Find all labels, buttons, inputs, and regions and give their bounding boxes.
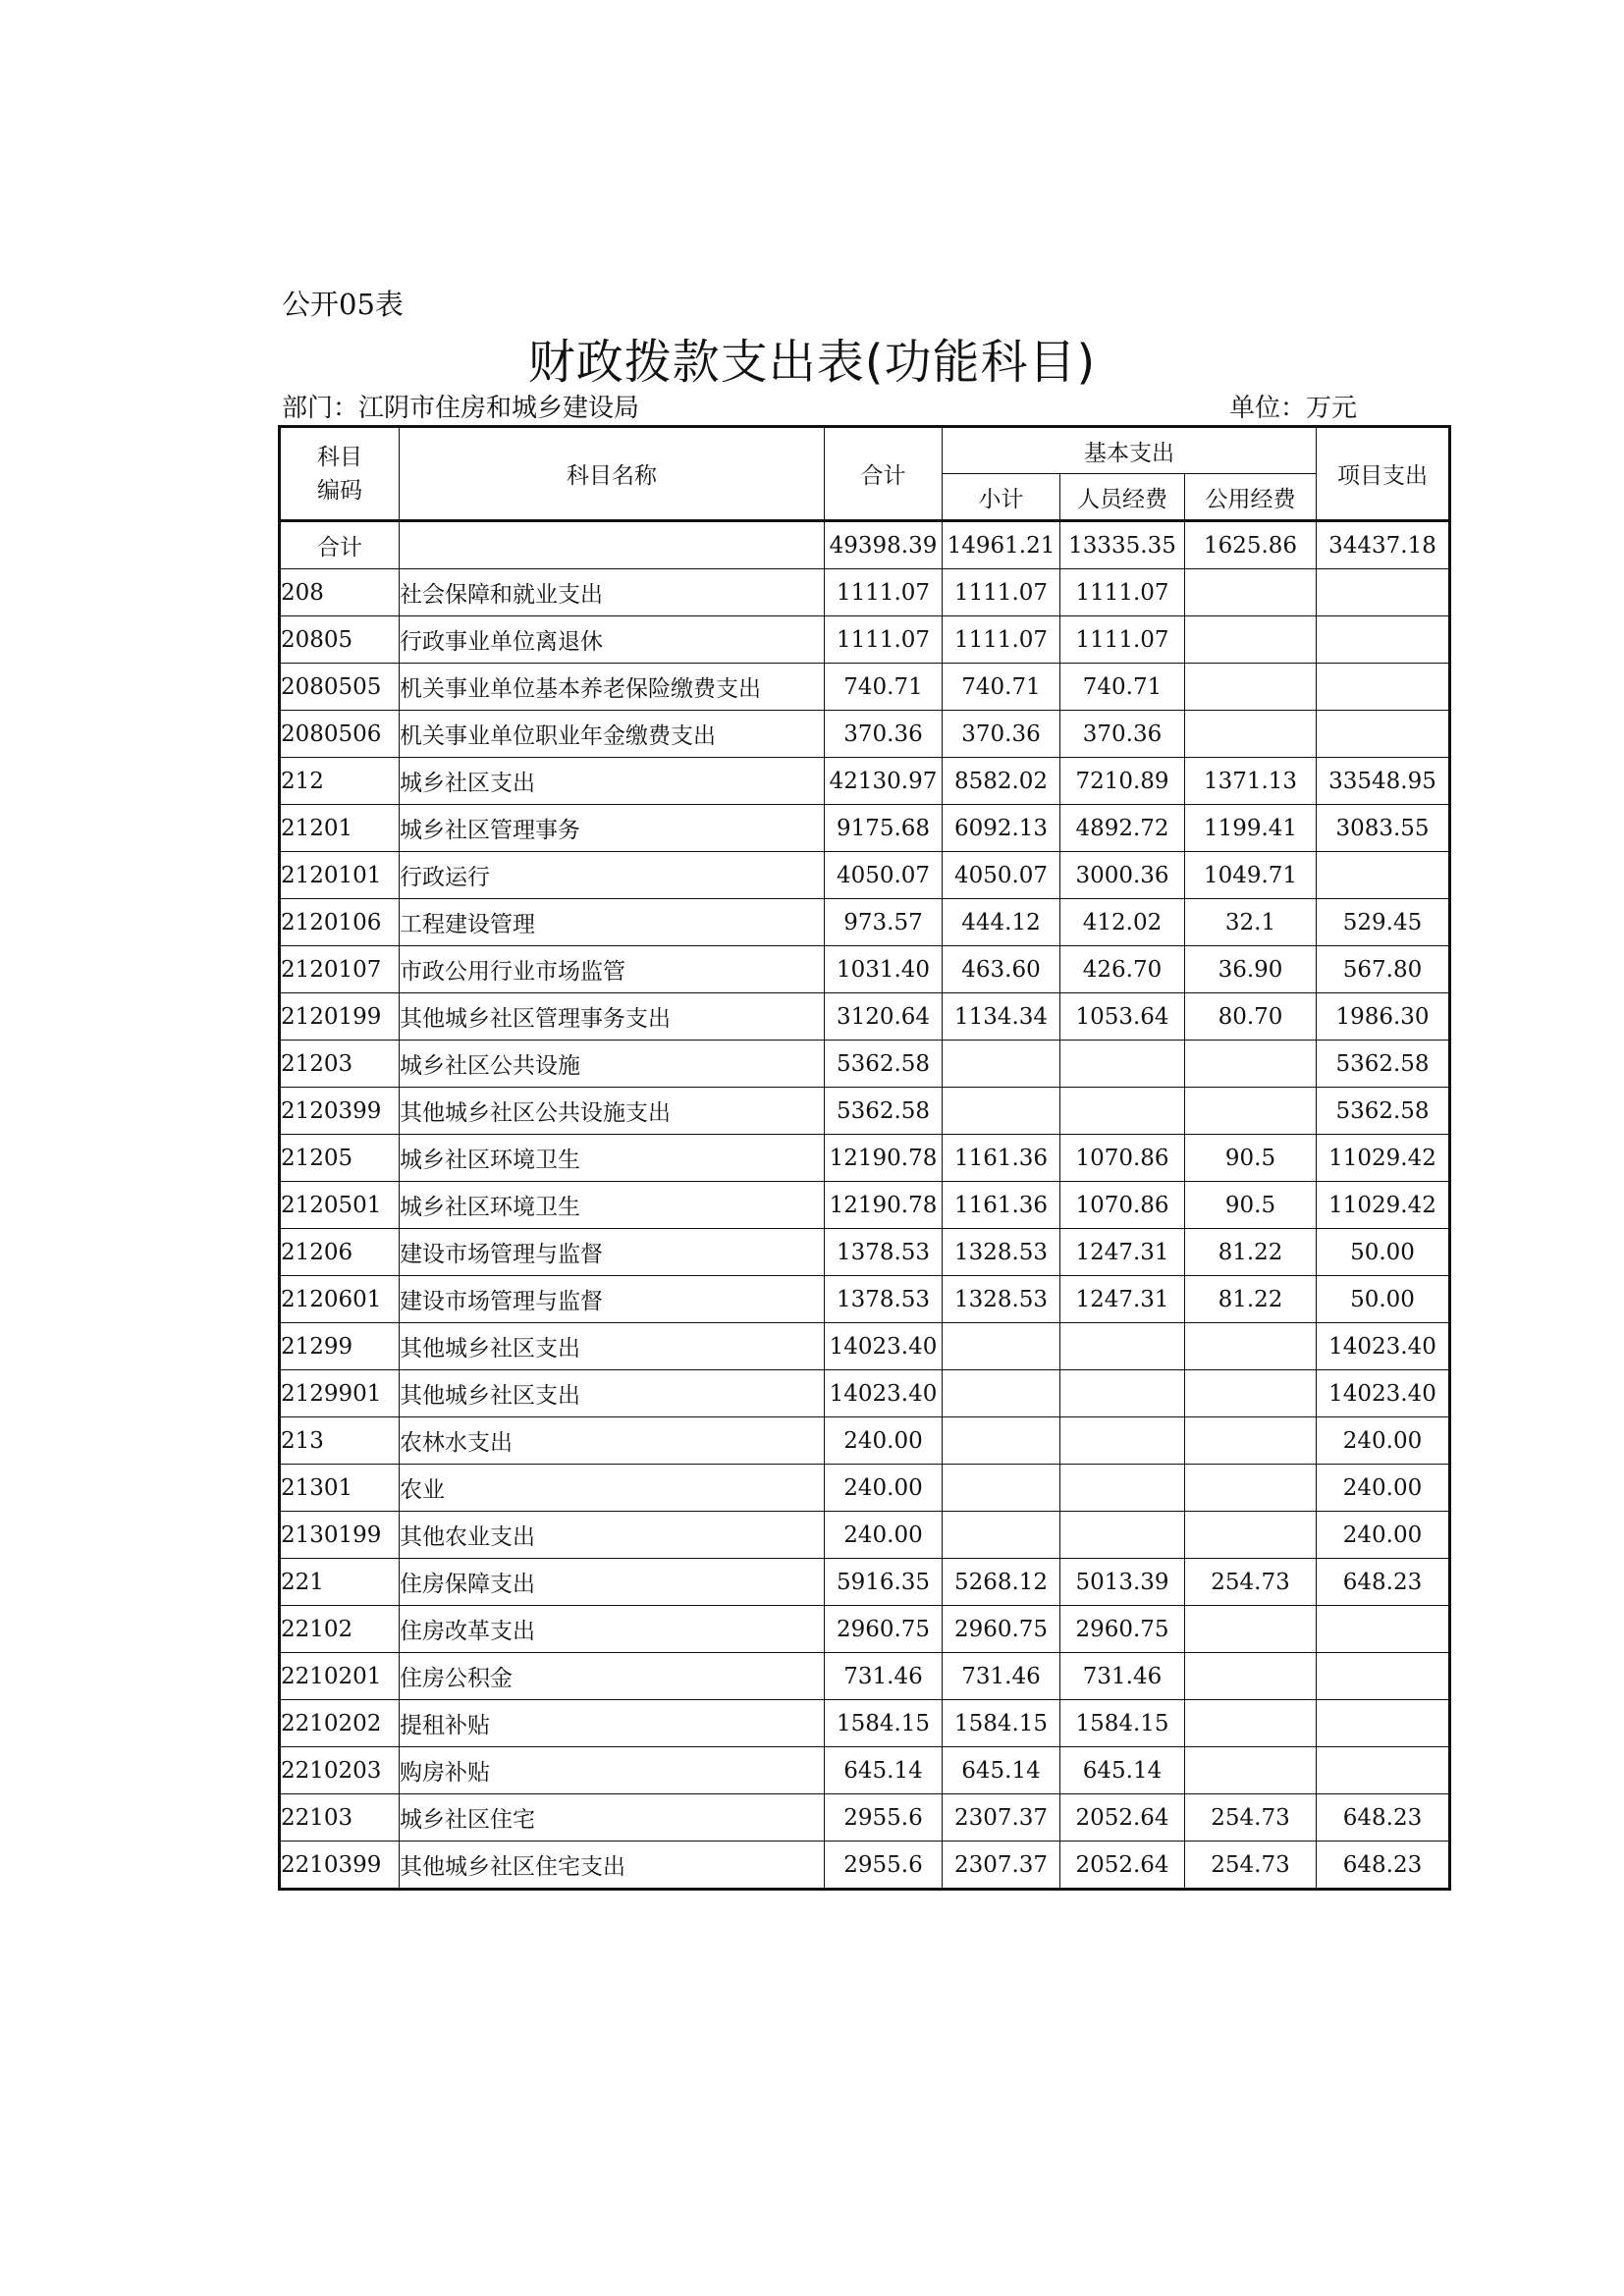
cell-public: 90.5 [1185, 1182, 1317, 1229]
cell-project: 11029.42 [1317, 1182, 1450, 1229]
table-row [280, 993, 1450, 1041]
cell-subtotal [943, 1417, 1060, 1465]
table-row [280, 899, 1450, 946]
cell-public [1185, 1747, 1317, 1794]
cell-total: 1378.53 [825, 1229, 943, 1276]
cell-project [1317, 664, 1450, 711]
cell-code: 212 [280, 758, 400, 805]
table-row [280, 946, 1450, 993]
cell-code: 2080506 [280, 711, 400, 758]
cell-total: 42130.97 [825, 758, 943, 805]
cell-public: 1625.86 [1185, 521, 1317, 569]
cell-name: 城乡社区环境卫生 [400, 1182, 825, 1229]
table-row [280, 1842, 1450, 1890]
department-label: 部门：江阴市住房和城乡建设局 [282, 394, 640, 423]
cell-name: 住房改革支出 [400, 1606, 825, 1653]
header-code [280, 427, 400, 521]
cell-name: 城乡社区环境卫生 [400, 1135, 825, 1182]
cell-subtotal: 645.14 [943, 1747, 1060, 1794]
cell-public [1185, 1512, 1317, 1559]
cell-public [1185, 1088, 1317, 1135]
table-row [280, 1465, 1450, 1512]
cell-project: 529.45 [1317, 899, 1450, 946]
cell-name: 农业 [400, 1465, 825, 1512]
header-total: 合计 [825, 427, 943, 521]
cell-public: 1371.13 [1185, 758, 1317, 805]
cell-subtotal [943, 1041, 1060, 1088]
cell-subtotal [943, 1323, 1060, 1370]
cell-personnel: 2052.64 [1060, 1842, 1185, 1890]
cell-project: 3083.55 [1317, 805, 1450, 852]
cell-project: 14023.40 [1317, 1370, 1450, 1417]
cell-name: 其他城乡社区管理事务支出 [400, 993, 825, 1041]
cell-code: 2210399 [280, 1842, 400, 1890]
cell-subtotal: 1161.36 [943, 1182, 1060, 1229]
table-row [280, 1747, 1450, 1794]
cell-name: 住房保障支出 [400, 1559, 825, 1606]
cell-project: 5362.58 [1317, 1088, 1450, 1135]
cell-personnel: 1053.64 [1060, 993, 1185, 1041]
form-number: 公开05表 [282, 288, 404, 321]
cell-total: 2955.6 [825, 1794, 943, 1842]
cell-code: 21203 [280, 1041, 400, 1088]
table-row [280, 1323, 1450, 1370]
table-body [280, 521, 1450, 1890]
cell-total: 9175.68 [825, 805, 943, 852]
cell-project: 240.00 [1317, 1465, 1450, 1512]
table-row [280, 1653, 1450, 1700]
cell-personnel [1060, 1088, 1185, 1135]
cell-subtotal: 1328.53 [943, 1229, 1060, 1276]
cell-subtotal: 1111.07 [943, 569, 1060, 616]
cell-personnel: 412.02 [1060, 899, 1185, 946]
cell-total: 12190.78 [825, 1182, 943, 1229]
cell-subtotal: 6092.13 [943, 805, 1060, 852]
cell-project: 240.00 [1317, 1417, 1450, 1465]
cell-subtotal: 740.71 [943, 664, 1060, 711]
table-row [280, 1229, 1450, 1276]
cell-project [1317, 569, 1450, 616]
cell-project: 34437.18 [1317, 521, 1450, 569]
cell-total: 2955.6 [825, 1842, 943, 1890]
cell-public: 1199.41 [1185, 805, 1317, 852]
header-code-line2: 编码 [317, 477, 362, 504]
table-header [280, 427, 1450, 521]
cell-personnel [1060, 1041, 1185, 1088]
cell-total: 240.00 [825, 1465, 943, 1512]
cell-public [1185, 711, 1317, 758]
cell-code: 208 [280, 569, 400, 616]
cell-project [1317, 711, 1450, 758]
cell-total: 5362.58 [825, 1088, 943, 1135]
table-row [280, 1606, 1450, 1653]
table-row [280, 805, 1450, 852]
cell-total: 240.00 [825, 1417, 943, 1465]
header-subtotal: 小计 [943, 474, 1060, 521]
table-row [280, 1088, 1450, 1135]
table-row [280, 1794, 1450, 1842]
cell-project: 648.23 [1317, 1559, 1450, 1606]
cell-personnel [1060, 1323, 1185, 1370]
table-row [280, 1041, 1450, 1088]
header-name: 科目名称 [400, 427, 825, 521]
table-row [280, 1135, 1450, 1182]
cell-public: 81.22 [1185, 1229, 1317, 1276]
cell-public: 32.1 [1185, 899, 1317, 946]
cell-subtotal: 1328.53 [943, 1276, 1060, 1323]
cell-public: 90.5 [1185, 1135, 1317, 1182]
cell-code: 2120106 [280, 899, 400, 946]
cell-name: 工程建设管理 [400, 899, 825, 946]
cell-code: 2210201 [280, 1653, 400, 1700]
cell-total: 731.46 [825, 1653, 943, 1700]
cell-name: 城乡社区支出 [400, 758, 825, 805]
cell-name: 城乡社区管理事务 [400, 805, 825, 852]
cell-name: 城乡社区住宅 [400, 1794, 825, 1842]
cell-public [1185, 664, 1317, 711]
cell-personnel: 370.36 [1060, 711, 1185, 758]
cell-personnel: 13335.35 [1060, 521, 1185, 569]
cell-subtotal: 463.60 [943, 946, 1060, 993]
expenditure-table [278, 425, 1451, 1891]
cell-project: 33548.95 [1317, 758, 1450, 805]
cell-name: 城乡社区公共设施 [400, 1041, 825, 1088]
cell-code: 2210203 [280, 1747, 400, 1794]
cell-personnel: 731.46 [1060, 1653, 1185, 1700]
cell-subtotal [943, 1512, 1060, 1559]
cell-code: 2120199 [280, 993, 400, 1041]
cell-code: 2080505 [280, 664, 400, 711]
cell-public [1185, 1417, 1317, 1465]
cell-total: 973.57 [825, 899, 943, 946]
cell-name: 住房公积金 [400, 1653, 825, 1700]
cell-name: 行政运行 [400, 852, 825, 899]
cell-personnel: 7210.89 [1060, 758, 1185, 805]
cell-project [1317, 616, 1450, 664]
cell-public [1185, 616, 1317, 664]
cell-public [1185, 1041, 1317, 1088]
cell-total: 1031.40 [825, 946, 943, 993]
cell-subtotal: 5268.12 [943, 1559, 1060, 1606]
cell-total: 1378.53 [825, 1276, 943, 1323]
header-project: 项目支出 [1317, 427, 1450, 521]
cell-name: 农林水支出 [400, 1417, 825, 1465]
cell-name: 其他城乡社区支出 [400, 1323, 825, 1370]
cell-name [400, 521, 825, 569]
cell-project: 50.00 [1317, 1276, 1450, 1323]
cell-code: 21301 [280, 1465, 400, 1512]
cell-personnel: 426.70 [1060, 946, 1185, 993]
cell-code: 合计 [280, 521, 400, 569]
cell-total: 12190.78 [825, 1135, 943, 1182]
cell-public [1185, 1653, 1317, 1700]
cell-code: 221 [280, 1559, 400, 1606]
cell-public: 36.90 [1185, 946, 1317, 993]
cell-project: 50.00 [1317, 1229, 1450, 1276]
cell-total: 2960.75 [825, 1606, 943, 1653]
cell-personnel: 3000.36 [1060, 852, 1185, 899]
cell-public: 1049.71 [1185, 852, 1317, 899]
cell-name: 行政事业单位离退休 [400, 616, 825, 664]
cell-project: 5362.58 [1317, 1041, 1450, 1088]
cell-project [1317, 1700, 1450, 1747]
cell-personnel: 645.14 [1060, 1747, 1185, 1794]
table-row [280, 852, 1450, 899]
cell-code: 21205 [280, 1135, 400, 1182]
cell-personnel: 1070.86 [1060, 1182, 1185, 1229]
cell-public [1185, 569, 1317, 616]
cell-subtotal [943, 1370, 1060, 1417]
cell-name: 其他城乡社区支出 [400, 1370, 825, 1417]
cell-total: 4050.07 [825, 852, 943, 899]
table-row [280, 758, 1450, 805]
cell-name: 机关事业单位职业年金缴费支出 [400, 711, 825, 758]
cell-name: 市政公用行业市场监管 [400, 946, 825, 993]
cell-project: 14023.40 [1317, 1323, 1450, 1370]
cell-personnel [1060, 1512, 1185, 1559]
cell-code: 2120101 [280, 852, 400, 899]
cell-project [1317, 1653, 1450, 1700]
cell-public: 81.22 [1185, 1276, 1317, 1323]
cell-subtotal: 2307.37 [943, 1794, 1060, 1842]
cell-total: 240.00 [825, 1512, 943, 1559]
header-code-line1: 科目 [317, 444, 362, 470]
cell-total: 14023.40 [825, 1370, 943, 1417]
cell-personnel: 5013.39 [1060, 1559, 1185, 1606]
cell-personnel: 1584.15 [1060, 1700, 1185, 1747]
table-row [280, 1276, 1450, 1323]
cell-personnel: 4892.72 [1060, 805, 1185, 852]
table-row [280, 664, 1450, 711]
cell-subtotal: 2960.75 [943, 1606, 1060, 1653]
cell-public [1185, 1465, 1317, 1512]
table-row [280, 1370, 1450, 1417]
cell-public: 254.73 [1185, 1559, 1317, 1606]
cell-subtotal: 1584.15 [943, 1700, 1060, 1747]
cell-total: 3120.64 [825, 993, 943, 1041]
cell-code: 2120601 [280, 1276, 400, 1323]
cell-subtotal: 1161.36 [943, 1135, 1060, 1182]
table-row [280, 1417, 1450, 1465]
cell-personnel: 740.71 [1060, 664, 1185, 711]
cell-total: 370.36 [825, 711, 943, 758]
cell-name: 机关事业单位基本养老保险缴费支出 [400, 664, 825, 711]
page-title: 财政拨款支出表(功能科目) [527, 335, 1097, 390]
cell-subtotal: 1111.07 [943, 616, 1060, 664]
cell-total: 14023.40 [825, 1323, 943, 1370]
cell-public: 80.70 [1185, 993, 1317, 1041]
cell-total: 5916.35 [825, 1559, 943, 1606]
cell-code: 2120501 [280, 1182, 400, 1229]
cell-total: 1111.07 [825, 569, 943, 616]
cell-subtotal [943, 1088, 1060, 1135]
cell-code: 2120107 [280, 946, 400, 993]
cell-code: 2120399 [280, 1088, 400, 1135]
cell-total: 740.71 [825, 664, 943, 711]
table-row [280, 569, 1450, 616]
cell-total: 49398.39 [825, 521, 943, 569]
cell-subtotal: 444.12 [943, 899, 1060, 946]
cell-public [1185, 1323, 1317, 1370]
cell-subtotal: 2307.37 [943, 1842, 1060, 1890]
cell-project [1317, 852, 1450, 899]
cell-name: 其他城乡社区公共设施支出 [400, 1088, 825, 1135]
cell-total: 1111.07 [825, 616, 943, 664]
cell-total: 1584.15 [825, 1700, 943, 1747]
cell-project: 648.23 [1317, 1794, 1450, 1842]
cell-project: 567.80 [1317, 946, 1450, 993]
cell-code: 213 [280, 1417, 400, 1465]
cell-project: 240.00 [1317, 1512, 1450, 1559]
cell-name: 其他农业支出 [400, 1512, 825, 1559]
header-basic: 基本支出 [943, 427, 1317, 474]
cell-total: 645.14 [825, 1747, 943, 1794]
cell-personnel: 1247.31 [1060, 1229, 1185, 1276]
header-public: 公用经费 [1185, 474, 1317, 521]
cell-public [1185, 1370, 1317, 1417]
cell-personnel: 2960.75 [1060, 1606, 1185, 1653]
total-row [280, 521, 1450, 569]
cell-subtotal: 14961.21 [943, 521, 1060, 569]
cell-name: 提租补贴 [400, 1700, 825, 1747]
cell-personnel: 1111.07 [1060, 616, 1185, 664]
cell-total: 5362.58 [825, 1041, 943, 1088]
cell-project [1317, 1747, 1450, 1794]
cell-name: 建设市场管理与监督 [400, 1276, 825, 1323]
cell-subtotal: 731.46 [943, 1653, 1060, 1700]
cell-personnel: 1070.86 [1060, 1135, 1185, 1182]
cell-project: 1986.30 [1317, 993, 1450, 1041]
cell-project [1317, 1606, 1450, 1653]
unit-label: 单位：万元 [1229, 394, 1358, 423]
cell-code: 22103 [280, 1794, 400, 1842]
cell-project: 648.23 [1317, 1842, 1450, 1890]
cell-personnel [1060, 1465, 1185, 1512]
cell-name: 其他城乡社区住宅支出 [400, 1842, 825, 1890]
cell-personnel: 1247.31 [1060, 1276, 1185, 1323]
cell-subtotal: 4050.07 [943, 852, 1060, 899]
table-row [280, 1700, 1450, 1747]
cell-code: 2130199 [280, 1512, 400, 1559]
cell-subtotal: 8582.02 [943, 758, 1060, 805]
cell-code: 2129901 [280, 1370, 400, 1417]
table-row [280, 1559, 1450, 1606]
cell-subtotal [943, 1465, 1060, 1512]
table-row [280, 1512, 1450, 1559]
cell-code: 21299 [280, 1323, 400, 1370]
table-row [280, 711, 1450, 758]
cell-public [1185, 1606, 1317, 1653]
cell-code: 21206 [280, 1229, 400, 1276]
cell-public: 254.73 [1185, 1794, 1317, 1842]
cell-code: 2210202 [280, 1700, 400, 1747]
cell-code: 22102 [280, 1606, 400, 1653]
cell-personnel: 1111.07 [1060, 569, 1185, 616]
cell-name: 建设市场管理与监督 [400, 1229, 825, 1276]
cell-code: 21201 [280, 805, 400, 852]
cell-public [1185, 1700, 1317, 1747]
cell-personnel: 2052.64 [1060, 1794, 1185, 1842]
cell-code: 20805 [280, 616, 400, 664]
table-row [280, 616, 1450, 664]
cell-name: 社会保障和就业支出 [400, 569, 825, 616]
cell-project: 11029.42 [1317, 1135, 1450, 1182]
header-personnel: 人员经费 [1060, 474, 1185, 521]
cell-subtotal: 370.36 [943, 711, 1060, 758]
cell-name: 购房补贴 [400, 1747, 825, 1794]
cell-public: 254.73 [1185, 1842, 1317, 1890]
table-row [280, 1182, 1450, 1229]
cell-personnel [1060, 1370, 1185, 1417]
cell-personnel [1060, 1417, 1185, 1465]
cell-subtotal: 1134.34 [943, 993, 1060, 1041]
